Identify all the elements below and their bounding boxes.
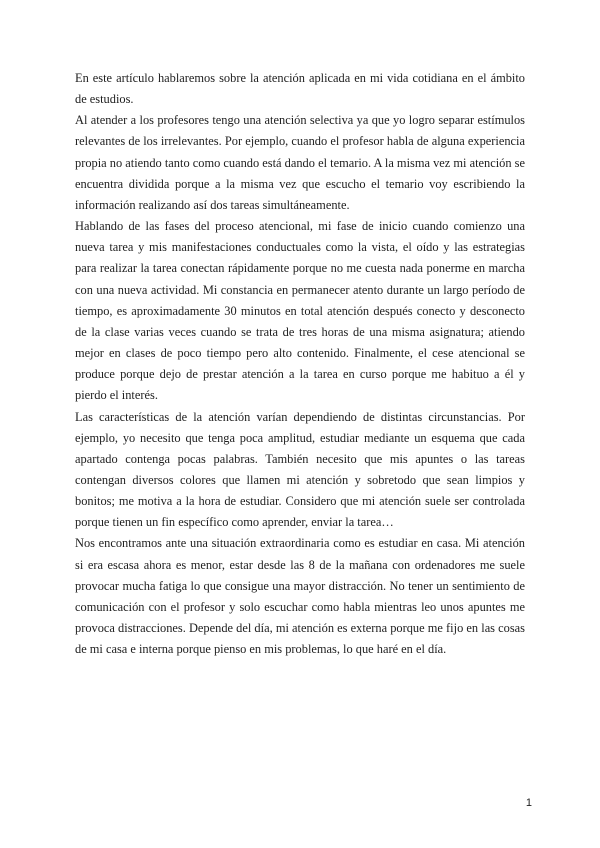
paragraph-selective-attention: Al atender a los profesores tengo una atención selectiva ya que yo logro separar estímulos relevantes de los irrelevantes. Por ejemplo, cuando el profesor habla de alguna experiencia propia no atiendo tanto como cuando está dando el temario. A la misma vez mi atención se encuentra dividida porque a la misma vez que escucho el temario voy escribiendo la información realizando así dos tareas simultáneamente. [75,113,525,212]
paragraph-studying-at-home: Nos encontramos ante una situación extraordinaria como es estudiar en casa. Mi atención si era escasa ahora es menor, estar desde las 8 de la mañana con ordenadores me suele provocar mucha fatiga lo que consigue una mayor distracción. No tener un sentimiento de comunicación con el profesor y solo escuchar como habla mientras leo unos apuntes me provoca distracciones. Depende del día, mi atención es externa porque me fijo en las cosas de mi casa e interna porque pienso en mis problemas, lo que haré en el día. [75,536,525,657]
paragraph-attention-phases: Hablando de las fases del proceso atencional, mi fase de inicio cuando comienzo una nueva tarea y mis manifestaciones conductuales como la vista, el oído y las estrategias para realizar la tarea conectan rápidamente porque no me cuesta nada ponerme en marcha con una nueva actividad. Mi constancia en permanecer atento durante un largo período de tiempo, es aproximadamente 30 minutos en total atención después conecto y desconecto de la clase varias veces cuando se trata de tres horas de una misma asignatura; atiendo mejor en clases de poco tiempo pero alto contenido. Finalmente, el cese atencional se produce porque dejo de prestar atención a la tarea en curso porque me habituo a él y pierdo el interés. [75,219,525,403]
paragraph-intro: En este artículo hablaremos sobre la atención aplicada en mi vida cotidiana en el ámbito de estudios. [75,71,525,107]
page-number: 1 [525,797,532,809]
document-body [75,68,525,660]
paragraph-attention-characteristics: Las características de la atención varían dependiendo de distintas circunstancias. Por ejemplo, yo necesito que tenga poca amplitud, estudiar mediante un esquema que cada apartado contenga pocas palabras. También necesito que mis apuntes o las tareas contengan diversos colores que llamen mi atención y sobretodo que sean limpios y bonitos; me motiva a la hora de estudiar. Considero que mi atención suele ser controlada porque tienen un fin específico como aprender, enviar la tarea… [75,409,525,530]
